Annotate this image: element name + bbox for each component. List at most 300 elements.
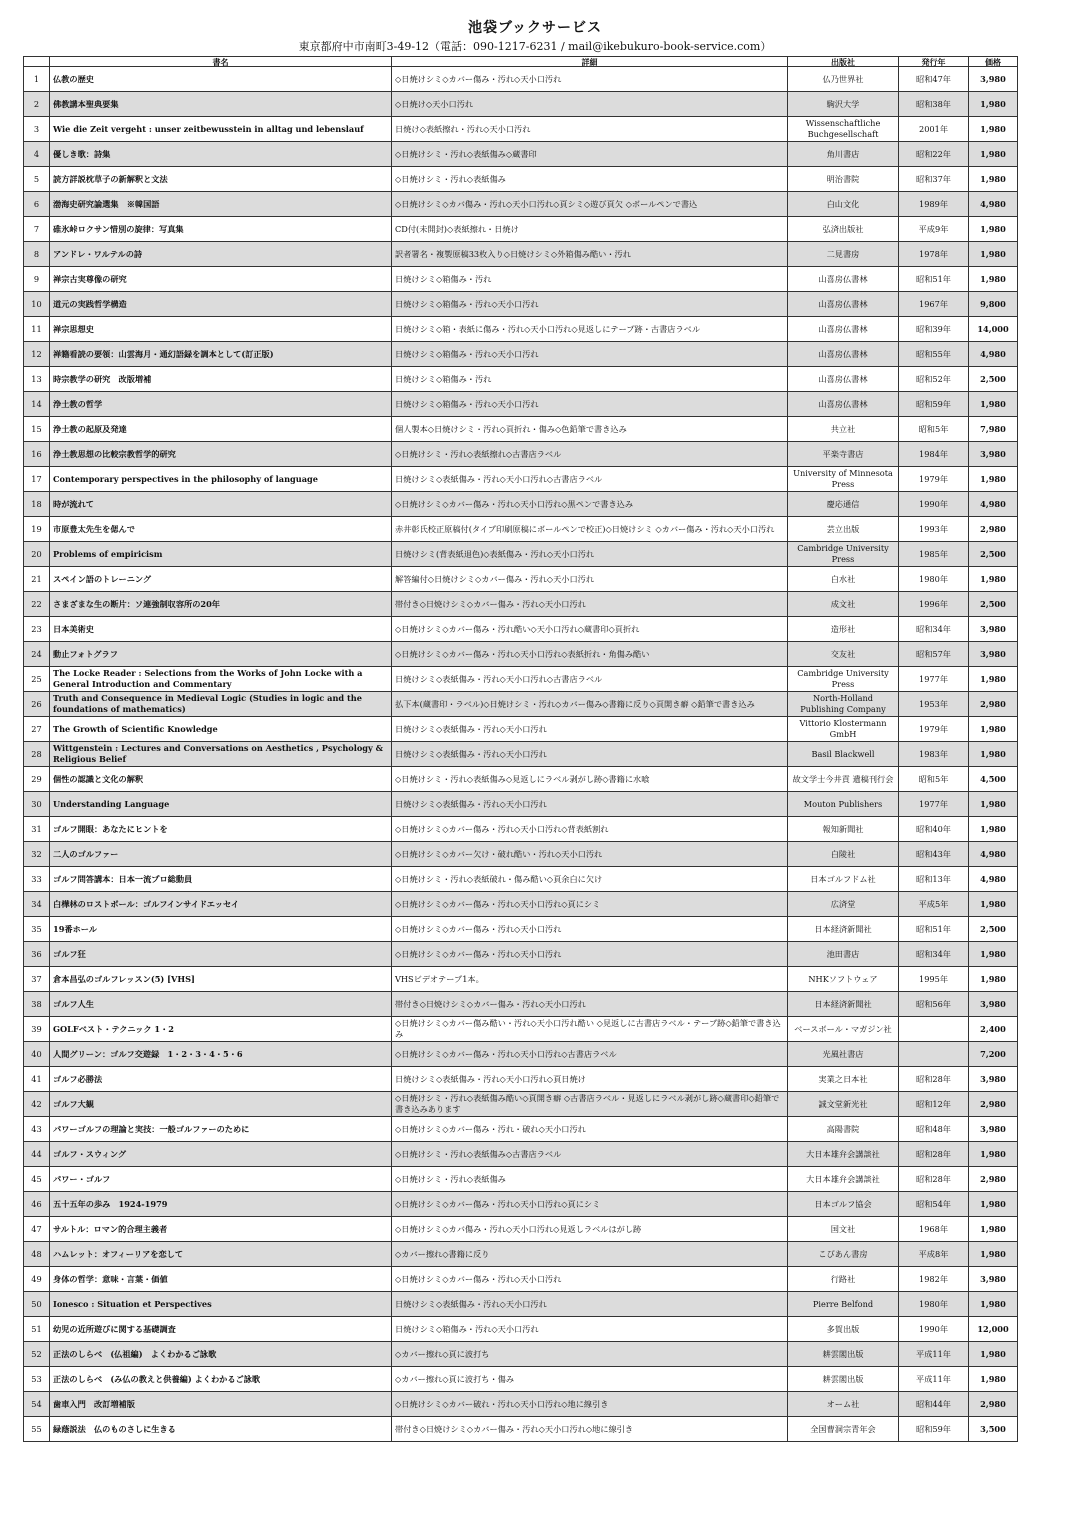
book-title: 人間グリーン：ゴルフ交遊録 1・2・3・4・5・6 [50,1042,392,1067]
table-row [24,1167,1018,1192]
book-title: 優しき歌：詩集 [50,142,392,167]
book-title: ゴルフ人生 [50,992,392,1017]
book-condition: 日焼けシミ◇表紙傷み・汚れ◇天小口汚れ◇古書店ラベル [392,467,788,492]
book-year: 昭和34年 [899,942,969,967]
row-number: 25 [24,667,50,692]
book-condition: ◇日焼けシミ・汚れ◇表紙破れ・傷み酷い◇頁余白に欠け [392,867,788,892]
book-publisher: 光風社書店 [788,1042,899,1067]
table-row [24,667,1018,692]
book-publisher: 慶応通信 [788,492,899,517]
row-number: 15 [24,417,50,442]
row-number: 44 [24,1142,50,1167]
book-title: 佛教講本聖典要集 [50,92,392,117]
row-number: 55 [24,1417,50,1442]
book-publisher: 角川書店 [788,142,899,167]
row-number: 7 [24,217,50,242]
table-row [24,917,1018,942]
shop-address: 東京都府中市南町3-49-12（電話：090-1217-6231 / mail@ikebukuro-book-service.com） [298,40,772,53]
book-publisher: 耕雲閣出版 [788,1367,899,1392]
book-year: 1993年 [899,517,969,542]
book-year: 昭和44年 [899,1392,969,1417]
table-row [24,117,1018,142]
book-price: 4,980 [969,867,1018,892]
row-number: 17 [24,467,50,492]
row-number: 2 [24,92,50,117]
book-publisher: Mouton Publishers [788,792,899,817]
book-condition: ◇日焼けシミ◇カバー傷み・汚れ・破れ◇天小口汚れ [392,1117,788,1142]
book-price: 1,980 [969,792,1018,817]
book-publisher: 平楽寺書店 [788,442,899,467]
row-number: 47 [24,1217,50,1242]
book-publisher: 故文学士今井貢 遺稿刊行会 [788,767,899,792]
row-number: 21 [24,567,50,592]
row-number: 32 [24,842,50,867]
book-publisher: 山喜房仏書林 [788,267,899,292]
book-title: 歯車入門 改訂増補版 [50,1392,392,1417]
table-row [24,67,1018,92]
book-price: 2,980 [969,517,1018,542]
book-publisher: 芸立出版 [788,517,899,542]
book-condition: 訳者署名・複製原稿33枚入り◇日焼けシミ◇外箱傷み酷い・汚れ [392,242,788,267]
table-row [24,492,1018,517]
row-number: 20 [24,542,50,567]
row-number: 18 [24,492,50,517]
book-condition: 日焼けシミ◇箱傷み・汚れ◇天小口汚れ [392,392,788,417]
row-number: 31 [24,817,50,842]
book-condition: ◇日焼けシミ◇カバー傷み・汚れ◇天小口汚れ◇黒ペンで書き込み [392,492,788,517]
book-publisher: 日本ゴルフ協会 [788,1192,899,1217]
table-row [24,442,1018,467]
book-year: 昭和13年 [899,867,969,892]
book-condition: ◇日焼けシミ◇カバー傷み・汚れ酷い◇天小口汚れ◇蔵書印◇頁折れ [392,617,788,642]
book-condition: 日焼けシミ◇表紙傷み・汚れ◇天小口汚れ [392,792,788,817]
row-number: 12 [24,342,50,367]
book-title: ハムレット：オフィーリアを恋して [50,1242,392,1267]
book-title: ゴルフ大観 [50,1092,392,1117]
book-condition: ◇日焼けシミ◇カバー傷み・汚れ◇天小口汚れ [392,942,788,967]
book-price: 3,500 [969,1417,1018,1442]
book-condition: 日焼けシミ◇箱傷み・汚れ◇天小口汚れ [392,1317,788,1342]
table-row [24,792,1018,817]
row-number: 4 [24,142,50,167]
book-year: 1980年 [899,1292,969,1317]
book-year: 昭和5年 [899,767,969,792]
book-publisher: 交友社 [788,642,899,667]
table-row [24,417,1018,442]
book-condition: 日焼けシミ◇箱傷み・汚れ◇天小口汚れ [392,342,788,367]
book-publisher: NHKソフトウェア [788,967,899,992]
page-header [0,18,1070,55]
row-number: 5 [24,167,50,192]
row-number: 26 [24,692,50,717]
book-condition: ◇カバー擦れ◇書籍に反り [392,1242,788,1267]
book-publisher: Pierre Belfond [788,1292,899,1317]
table-row [24,1067,1018,1092]
book-publisher: 二見書房 [788,242,899,267]
book-year: 1978年 [899,242,969,267]
row-number: 27 [24,717,50,742]
table-row [24,367,1018,392]
table-row [24,542,1018,567]
row-number: 1 [24,67,50,92]
row-number: 3 [24,117,50,142]
row-number: 33 [24,867,50,892]
book-title: 正法のしらべ (み仏の教えと供養編) よくわかるご詠歌 [50,1367,392,1392]
book-price: 14,000 [969,317,1018,342]
table-row [24,592,1018,617]
book-publisher: North-Holland Publishing Company [788,692,899,717]
book-publisher: 報知新聞社 [788,817,899,842]
book-title: 幼児の近所遊びに関する基礎調査 [50,1317,392,1342]
book-condition: ◇日焼けシミ・汚れ◇表紙傷み酷い◇頁開き癖 ◇古書店ラベル・見返しにラベル剥がし跡◇蔵書印◇鉛筆で書き込みあります [392,1092,788,1117]
book-title: 道元の実践哲学構造 [50,292,392,317]
table-row [24,942,1018,967]
book-year: 昭和48年 [899,1117,969,1142]
book-publisher: 山喜房仏書林 [788,367,899,392]
book-condition: ◇日焼けシミ・汚れ◇表紙傷み◇見返しにラベル剥がし跡◇書籍に水喰 [392,767,788,792]
book-price: 1,980 [969,392,1018,417]
book-condition: ◇日焼けシミ・汚れ◇表紙擦れ◇古書店ラベル [392,442,788,467]
book-year [899,1042,969,1067]
book-title: 仏教の歴史 [50,67,392,92]
book-publisher: オーム社 [788,1392,899,1417]
book-condition: 解答編付◇日焼けシミ◇カバー傷み・汚れ◇天小口汚れ [392,567,788,592]
row-number: 41 [24,1067,50,1092]
book-title: 白樺林のロストボール：ゴルフインサイドエッセイ [50,892,392,917]
table-row [24,617,1018,642]
book-condition: ◇カバー擦れ◇頁に波打ち [392,1342,788,1367]
book-year: 平成5年 [899,892,969,917]
book-price: 1,980 [969,217,1018,242]
table-row [24,142,1018,167]
table-row [24,867,1018,892]
row-number: 8 [24,242,50,267]
row-number: 51 [24,1317,50,1342]
book-title: ゴルフ狂 [50,942,392,967]
book-year: 1995年 [899,967,969,992]
book-title: 倉本昌弘のゴルフレッスン(5) [VHS] [50,967,392,992]
book-price: 2,400 [969,1017,1018,1042]
book-condition: 日焼けシミ◇箱傷み・汚れ◇天小口汚れ [392,292,788,317]
row-number: 35 [24,917,50,942]
table-row [24,742,1018,767]
book-title: サルトル：ロマン的合理主義者 [50,1217,392,1242]
book-condition: ◇日焼けシミ・汚れ◇表紙傷み◇古書店ラベル [392,1142,788,1167]
book-publisher: 白陵社 [788,842,899,867]
book-title: 渤海史研究論選集 ※韓国語 [50,192,392,217]
book-publisher: 共立社 [788,417,899,442]
book-price: 1,980 [969,92,1018,117]
table-body [24,67,1018,1442]
table-row [24,92,1018,117]
table-row [24,267,1018,292]
book-year: 1990年 [899,492,969,517]
table-row [24,1017,1018,1042]
table-row [24,1392,1018,1417]
book-price: 3,980 [969,67,1018,92]
table-row [24,167,1018,192]
book-year: 昭和28年 [899,1167,969,1192]
book-year: 昭和56年 [899,992,969,1017]
book-price: 3,980 [969,1267,1018,1292]
row-number: 10 [24,292,50,317]
book-publisher: 山喜房仏書林 [788,392,899,417]
book-price: 2,980 [969,692,1018,717]
book-year: 昭和54年 [899,1192,969,1217]
row-number: 48 [24,1242,50,1267]
book-price: 1,980 [969,1242,1018,1267]
table-row [24,692,1018,717]
table-row [24,1242,1018,1267]
book-price: 1,980 [969,942,1018,967]
book-price: 2,500 [969,917,1018,942]
book-year: 昭和57年 [899,642,969,667]
book-publisher: 白山文化 [788,192,899,217]
book-price: 3,980 [969,442,1018,467]
book-publisher: Vittorio Klostermann GmbH [788,717,899,742]
book-price: 1,980 [969,1142,1018,1167]
book-year: 平成11年 [899,1342,969,1367]
book-title: ゴルフ開眼：あなたにヒントを [50,817,392,842]
table-row [24,217,1018,242]
book-publisher: 山喜房仏書林 [788,292,899,317]
table-row [24,817,1018,842]
table-row [24,717,1018,742]
row-number: 53 [24,1367,50,1392]
table-row [24,192,1018,217]
book-publisher: 行路社 [788,1267,899,1292]
book-title: ゴルフ必勝法 [50,1067,392,1092]
book-title: 浄土教の起原及発達 [50,417,392,442]
shop-title: 池袋ブックサービス [467,20,603,36]
book-condition: ◇日焼けシミ◇カバー傷み・汚れ◇天小口汚れ◇頁にシミ [392,1192,788,1217]
book-condition: 日焼けシミ◇箱傷み・汚れ [392,367,788,392]
book-year: 平成8年 [899,1242,969,1267]
book-price: 1,980 [969,142,1018,167]
row-number: 23 [24,617,50,642]
book-publisher: 広済堂 [788,892,899,917]
table-header-row [24,57,1018,67]
book-title: The Growth of Scientific Knowledge [50,717,392,742]
book-title: Wittgenstein : Lectures and Conversations on Aesthetics , Psychology & Religious Belief [50,742,392,767]
book-year: 昭和59年 [899,392,969,417]
book-year: 1984年 [899,442,969,467]
book-title: 禅籍看読の要領：山雲海月・通幻語録を調本として(訂正版) [50,342,392,367]
book-publisher: 高陽書院 [788,1117,899,1142]
book-condition: ◇日焼けシミ◇カバー傷み・汚れ◇天小口汚れ◇古書店ラベル [392,1042,788,1067]
book-price: 4,500 [969,767,1018,792]
book-price: 1,980 [969,1342,1018,1367]
book-year: 1980年 [899,567,969,592]
table-row [24,242,1018,267]
book-price: 1,980 [969,667,1018,692]
row-number: 36 [24,942,50,967]
book-year: 1996年 [899,592,969,617]
book-year: 昭和28年 [899,1067,969,1092]
book-title: Wie die Zeit vergeht : unser zeitbewusstein in alltag und lebenslauf [50,117,392,142]
book-title: 時が流れて [50,492,392,517]
book-publisher: Cambridge University Press [788,667,899,692]
book-condition: 日焼けシミ◇表紙傷み・汚れ◇天小口汚れ◇頁日焼け [392,1067,788,1092]
row-number: 6 [24,192,50,217]
book-publisher: 明治書院 [788,167,899,192]
row-number: 14 [24,392,50,417]
book-year: 昭和55年 [899,342,969,367]
book-publisher: 大日本雄弁会講談社 [788,1142,899,1167]
book-condition: 個人製本◇日焼けシミ・汚れ◇頁折れ・傷み◇色鉛筆で書き込み [392,417,788,442]
book-title: 正法のしらべ (仏祖編) よくわかるご詠歌 [50,1342,392,1367]
book-publisher: 日本経済新聞社 [788,917,899,942]
book-catalog-table [23,56,1018,1442]
book-year: 昭和51年 [899,267,969,292]
table-row [24,392,1018,417]
book-year: 1968年 [899,1217,969,1242]
book-title: 禅宗思想史 [50,317,392,342]
table-row [24,1367,1018,1392]
table-row [24,767,1018,792]
row-number: 29 [24,767,50,792]
table-row [24,517,1018,542]
book-title: Truth and Consequence in Medieval Logic (Studies in logic and the foundations of mathematics) [50,692,392,717]
book-condition: CD付(未開封)◇表紙擦れ・日焼け [392,217,788,242]
book-year: 1977年 [899,667,969,692]
book-publisher: 日本経済新聞社 [788,992,899,1017]
book-title: Contemporary perspectives in the philosophy of language [50,467,392,492]
book-year: 昭和12年 [899,1092,969,1117]
book-title: GOLFベスト・テクニック 1・2 [50,1017,392,1042]
row-number: 11 [24,317,50,342]
book-publisher: こびあん書房 [788,1242,899,1267]
book-publisher: 耕雲閣出版 [788,1342,899,1367]
book-year: 1967年 [899,292,969,317]
row-number: 13 [24,367,50,392]
book-price: 1,980 [969,117,1018,142]
book-title: 緑蔭説法 仏のものさしに生きる [50,1417,392,1442]
row-number: 19 [24,517,50,542]
book-price: 1,980 [969,567,1018,592]
book-condition: 日焼けシミ(背表紙退色)◇表紙傷み・汚れ◇天小口汚れ [392,542,788,567]
book-condition: ◇日焼けシミ・汚れ◇表紙傷み◇蔵書印 [392,142,788,167]
book-condition: 帯付き◇日焼けシミ◇カバー傷み・汚れ◇天小口汚れ◇地に線引き [392,1417,788,1442]
book-condition: 帯付き◇日焼けシミ◇カバー傷み・汚れ◇天小口汚れ [392,992,788,1017]
book-condition: 日焼けシミ◇表紙傷み・汚れ◇天小口汚れ [392,742,788,767]
row-number: 54 [24,1392,50,1417]
table-row [24,1092,1018,1117]
book-condition: 日焼けシミ◇表紙傷み・汚れ◇天小口汚れ [392,717,788,742]
book-price: 1,980 [969,467,1018,492]
column-header-detail: 詳細 [392,57,788,67]
book-year: 昭和37年 [899,167,969,192]
book-publisher: 国文社 [788,1217,899,1242]
book-condition: 払下本(蔵書印・ラベル)◇日焼けシミ・汚れ◇カバー傷み◇書籍に反り◇頁開き癖 ◇鉛筆で書き込み [392,692,788,717]
book-title: 動止フォトグラフ [50,642,392,667]
book-year: 昭和5年 [899,417,969,442]
book-publisher: Cambridge University Press [788,542,899,567]
book-title: 五十五年の歩み 1924-1979 [50,1192,392,1217]
book-price: 1,980 [969,817,1018,842]
book-price: 12,000 [969,1317,1018,1342]
row-number: 42 [24,1092,50,1117]
book-title: 浄土教思想の比較宗教哲学的研究 [50,442,392,467]
book-condition: 赤井彰氏校正原稿付(タイプ印刷原稿にボールペンで校正)◇日焼けシミ ◇カバー傷み・汚れ◇天小口汚れ [392,517,788,542]
book-title: パワー・ゴルフ [50,1167,392,1192]
table-row [24,317,1018,342]
book-price: 1,980 [969,242,1018,267]
book-publisher: 池田書店 [788,942,899,967]
row-number: 9 [24,267,50,292]
book-publisher: 日本ゴルフドム社 [788,867,899,892]
book-condition: ◇日焼けシミ◇カバー傷み・汚れ◇天小口汚れ [392,1267,788,1292]
column-header-price: 価格 [969,57,1018,67]
book-year: 平成11年 [899,1367,969,1392]
book-condition: 日焼け◇表紙擦れ・汚れ◇天小口汚れ [392,117,788,142]
book-publisher: 山喜房仏書林 [788,342,899,367]
table-row [24,1417,1018,1442]
book-year: 1977年 [899,792,969,817]
book-condition: ◇カバー擦れ◇頁に波打ち・傷み [392,1367,788,1392]
book-title: スペイン語のトレーニング [50,567,392,592]
book-title: 時宗教学の研究 改版増補 [50,367,392,392]
book-year: 昭和40年 [899,817,969,842]
table-row [24,1292,1018,1317]
book-price: 3,980 [969,1067,1018,1092]
book-year: 昭和28年 [899,1142,969,1167]
book-year: 昭和47年 [899,67,969,92]
column-header-title: 書名 [50,57,392,67]
table-row [24,1042,1018,1067]
book-title: 日本美術史 [50,617,392,642]
book-condition: 日焼けシミ◇箱・表紙に傷み・汚れ◇天小口汚れ◇見返しにテープ跡・古書店ラベル [392,317,788,342]
book-price: 4,980 [969,842,1018,867]
book-title: The Locke Reader : Selections from the Works of John Locke with a General Introduction and Commentary [50,667,392,692]
book-price: 2,500 [969,367,1018,392]
book-price: 1,980 [969,1367,1018,1392]
book-condition: ◇日焼けシミ◇カバー欠け・破れ酷い・汚れ◇天小口汚れ [392,842,788,867]
book-title: Problems of empiricism [50,542,392,567]
book-price: 2,980 [969,1092,1018,1117]
table-row [24,1142,1018,1167]
book-publisher: 誠文堂新光社 [788,1092,899,1117]
book-publisher: ベースボール・マガジン社 [788,1017,899,1042]
book-publisher: 白水社 [788,567,899,592]
table-row [24,1217,1018,1242]
row-number: 38 [24,992,50,1017]
book-price: 3,980 [969,1117,1018,1142]
table-row [24,1117,1018,1142]
book-publisher: 山喜房仏書林 [788,317,899,342]
row-number: 28 [24,742,50,767]
book-title: 市原豊太先生を偲んで [50,517,392,542]
row-number: 37 [24,967,50,992]
book-condition: ◇日焼けシミ◇カバー傷み・汚れ◇天小口汚れ◇表紙折れ・角傷み酷い [392,642,788,667]
book-condition: VHSビデオテープ1本。 [392,967,788,992]
book-year: 昭和22年 [899,142,969,167]
book-condition: ◇日焼けシミ・汚れ◇表紙傷み [392,1167,788,1192]
book-publisher: Basil Blackwell [788,742,899,767]
book-condition: 日焼けシミ◇表紙傷み・汚れ◇天小口汚れ [392,1292,788,1317]
book-year: 1985年 [899,542,969,567]
book-condition: 日焼けシミ◇箱傷み・汚れ [392,267,788,292]
book-condition: ◇日焼けシミ◇カバー傷み・汚れ◇天小口汚れ [392,67,788,92]
book-year: 1982年 [899,1267,969,1292]
table-row [24,992,1018,1017]
book-title: 浄土教の哲学 [50,392,392,417]
book-title: 19番ホール [50,917,392,942]
book-year: 2001年 [899,117,969,142]
book-publisher: 駒沢大学 [788,92,899,117]
book-title: 禅宗古実尊像の研究 [50,267,392,292]
book-price: 2,980 [969,1167,1018,1192]
